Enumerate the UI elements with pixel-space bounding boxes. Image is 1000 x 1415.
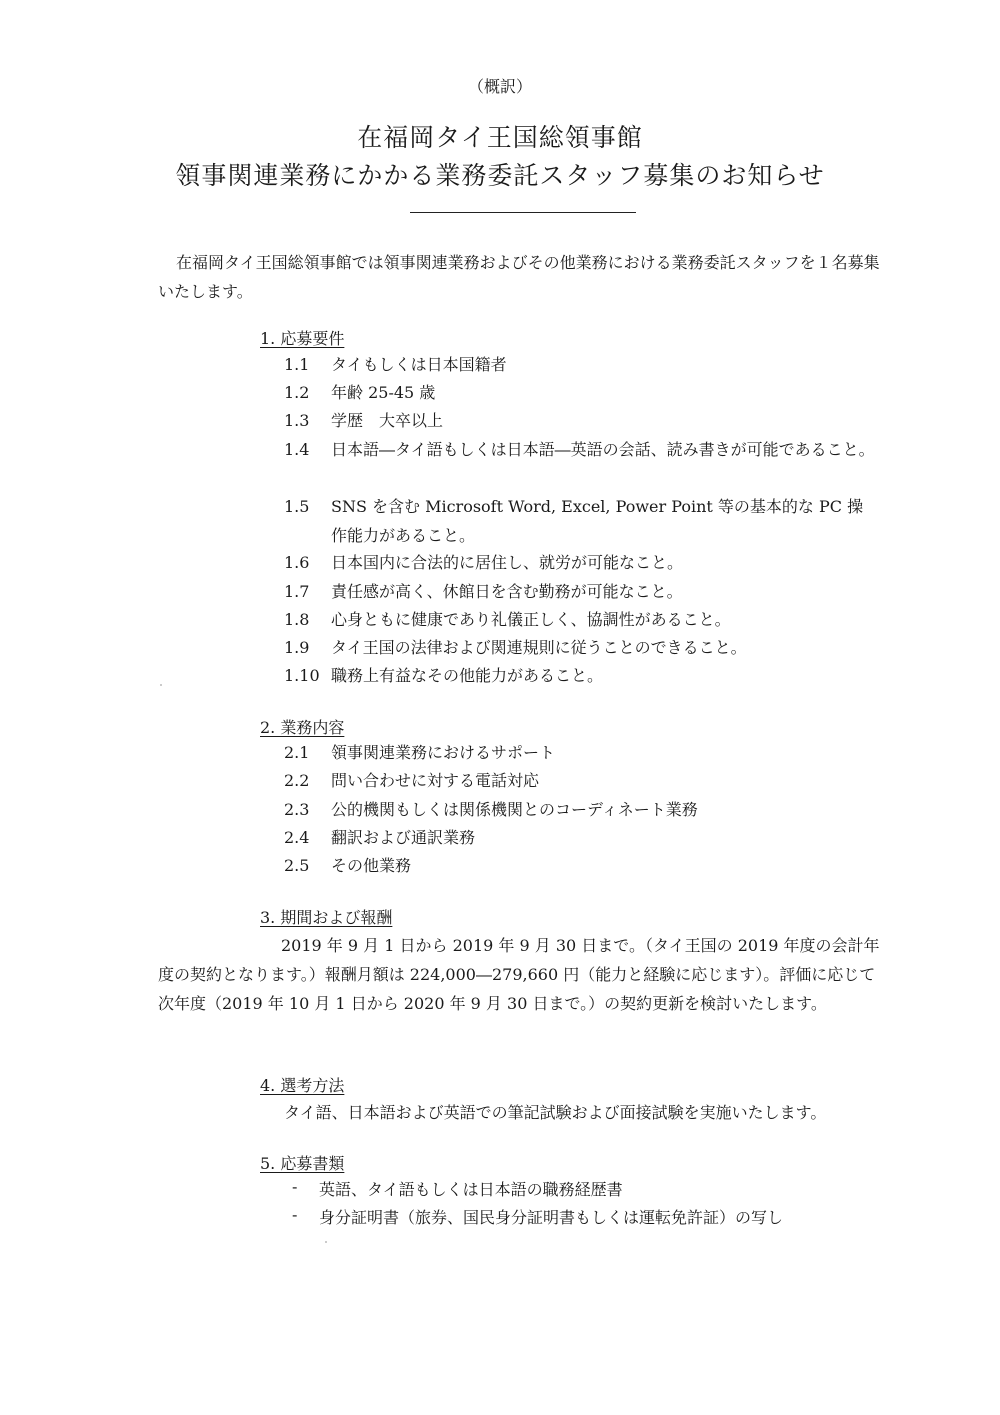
item-number: 1.5 [284,497,310,516]
item-number: 1.1 [284,355,310,374]
item-text: 心身ともに健康であり礼儀正しく、協調性があること。 [331,610,731,629]
item-number: 1.3 [284,411,310,430]
item-text: SNS を含む Microsoft Word, Excel, Power Point 等の基本的な PC 操作能力があること。 [331,497,864,545]
item-number: 1.6 [284,553,310,572]
dash-bullet: - [292,1205,298,1224]
section-heading-selection [260,1073,344,1096]
item-number: 2.4 [284,828,310,847]
item-number: 2.3 [284,800,310,819]
selection-method-text: タイ語、日本語および英語での筆記試験および面接試験を実施いたします。 [284,1103,827,1122]
item-text: 身分証明書（旅券、国民身分証明書もしくは運転免許証）の写し [319,1208,784,1227]
item-text: 領事関連業務におけるサポート [331,743,556,762]
item-number: 1.2 [284,383,310,402]
section-heading-text: 1. 応募要件 [260,329,345,348]
item-text: タイもしくは日本国籍者 [331,355,507,374]
item-number: 2.5 [284,856,310,875]
item-text: 翻訳および通訳業務 [331,828,476,847]
item-number: 1.4 [284,440,310,459]
intro-paragraph: 在福岡タイ王国総領事館では領事関連業務およびその他業務における業務委託スタッフを１名募集いたします。 [158,253,880,301]
item-text: 公的機関もしくは関係機関とのコーディネート業務 [331,800,698,819]
item-number: 1.7 [284,582,310,601]
item-number: 2.1 [284,743,310,762]
item-text: 学歴 大卒以上 [331,411,444,430]
section-heading-period [260,905,392,928]
item-number: 2.2 [284,771,310,790]
dash-bullet: - [292,1177,298,1196]
item-number: 1.9 [284,638,310,657]
item-text: タイ王国の法律および関連規則に従うことのできること。 [331,638,747,657]
section-heading-duties [260,715,344,738]
item-text: 職務上有益なその他能力があること。 [331,666,604,685]
document-title-line2: 領事関連業務にかかる業務委託スタッフ募集のお知らせ [175,161,825,190]
section-heading-documents [260,1151,344,1174]
item-number: 1.10 [284,666,320,685]
section-heading-text: 3. 期間および報酬 [260,908,393,927]
scan-speck [325,1241,327,1243]
document-title-line1: 在福岡タイ王国総領事館 [357,123,643,152]
item-text: 英語、タイ語もしくは日本語の職務経歴書 [319,1180,623,1199]
item-text: 問い合わせに対する電話対応 [331,771,540,790]
section-heading-text: 2. 業務内容 [260,718,345,737]
period-compensation-paragraph: 2019 年 9 月 1 日から 2019 年 9 月 30 日まで。（タイ王国の 2019 年度の会計年度の契約となります。）報酬月額は 224,000―279,660 円（能力と経験に応じます）。評価に応じて次年度（2019 年 10 月 1 日から 2020 年 9 月 30 日まで。）の契約更新を検討いたします。 [158,936,880,1013]
scan-speck [160,684,162,686]
item-text: その他業務 [331,856,412,875]
section-heading-requirements [260,326,344,349]
section-heading-text: 5. 応募書類 [260,1154,345,1173]
item-text: 日本国内に合法的に居住し、就労が可能なこと。 [331,553,684,572]
item-number: 1.8 [284,610,310,629]
section-heading-text: 4. 選考方法 [260,1076,345,1095]
translation-note: （概訳） [467,77,532,96]
item-text: 年齢 25-45 歳 [331,383,436,402]
item-text: 責任感が高く、休館日を含む勤務が可能なこと。 [331,582,683,601]
item-text: 日本語―タイ語もしくは日本語―英語の会話、読み書きが可能であること。 [331,440,875,459]
title-divider [410,212,636,213]
